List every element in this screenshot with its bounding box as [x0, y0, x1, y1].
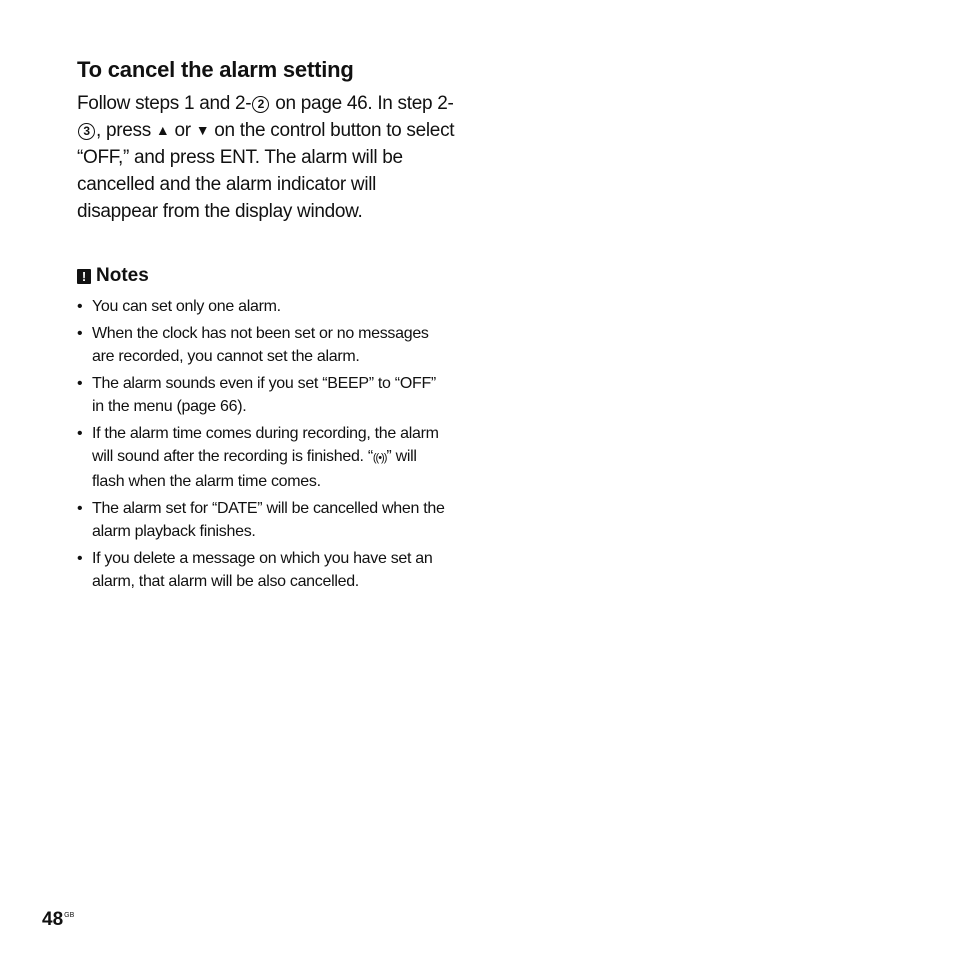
page-number-value: 48: [42, 909, 64, 930]
list-item: [77, 295, 447, 318]
note-text: The alarm sounds even if you set “BEEP” to “OFF” in the menu (page 66).: [92, 375, 436, 415]
list-item: [77, 422, 447, 493]
instructions-text-4: or: [169, 120, 196, 141]
note-text-tail: ” will flash when the alarm time comes.: [92, 448, 417, 490]
list-item: [77, 322, 447, 368]
list-item: [77, 372, 447, 418]
instructions-text-1: Follow steps 1 and 2-: [77, 93, 252, 114]
note-text: If you delete a message on which you have set an alarm, that alarm will be also cancelled.: [92, 550, 433, 590]
list-item: [77, 547, 447, 593]
page-region-suffix: GB: [64, 912, 75, 919]
notes-heading: [77, 265, 149, 287]
up-arrow-icon: ▲: [155, 122, 170, 138]
notes-title: Notes: [96, 265, 149, 286]
bullet: •: [77, 550, 83, 567]
instructions-text-5: on the control button to select “OFF,” and press ENT. The alarm will be cancelled and the alarm indicator will disappear from the display window.: [77, 120, 455, 222]
bullet: •: [77, 375, 83, 392]
note-icon: !: [77, 269, 91, 284]
instructions-text-3: , press: [96, 120, 156, 141]
instructions-text-2: on page 46. In step 2-: [270, 93, 454, 114]
note-text: When the clock has not been set or no messages are recorded, you cannot set the alarm.: [92, 325, 429, 365]
bullet: •: [77, 325, 83, 342]
list-item: [77, 497, 447, 543]
instructions-paragraph: [77, 90, 457, 225]
note-text: The alarm set for “DATE” will be cancelled when the alarm playback finishes.: [92, 500, 445, 540]
down-arrow-icon: ▼: [195, 122, 210, 138]
page-number: [42, 909, 74, 931]
notes-list: [77, 295, 447, 597]
step-number-circle: 2: [252, 96, 269, 113]
alarm-indicator-icon: ((•)): [372, 452, 387, 464]
bullet: •: [77, 500, 83, 517]
bullet: •: [77, 425, 83, 442]
bullet: •: [77, 298, 83, 315]
step-number-circle: 3: [78, 123, 95, 140]
section-heading: To cancel the alarm setting: [77, 57, 354, 82]
note-text: If the alarm time comes during recording, the alarm will sound after the recording is finished. “: [92, 425, 439, 465]
note-text: You can set only one alarm.: [92, 298, 281, 315]
